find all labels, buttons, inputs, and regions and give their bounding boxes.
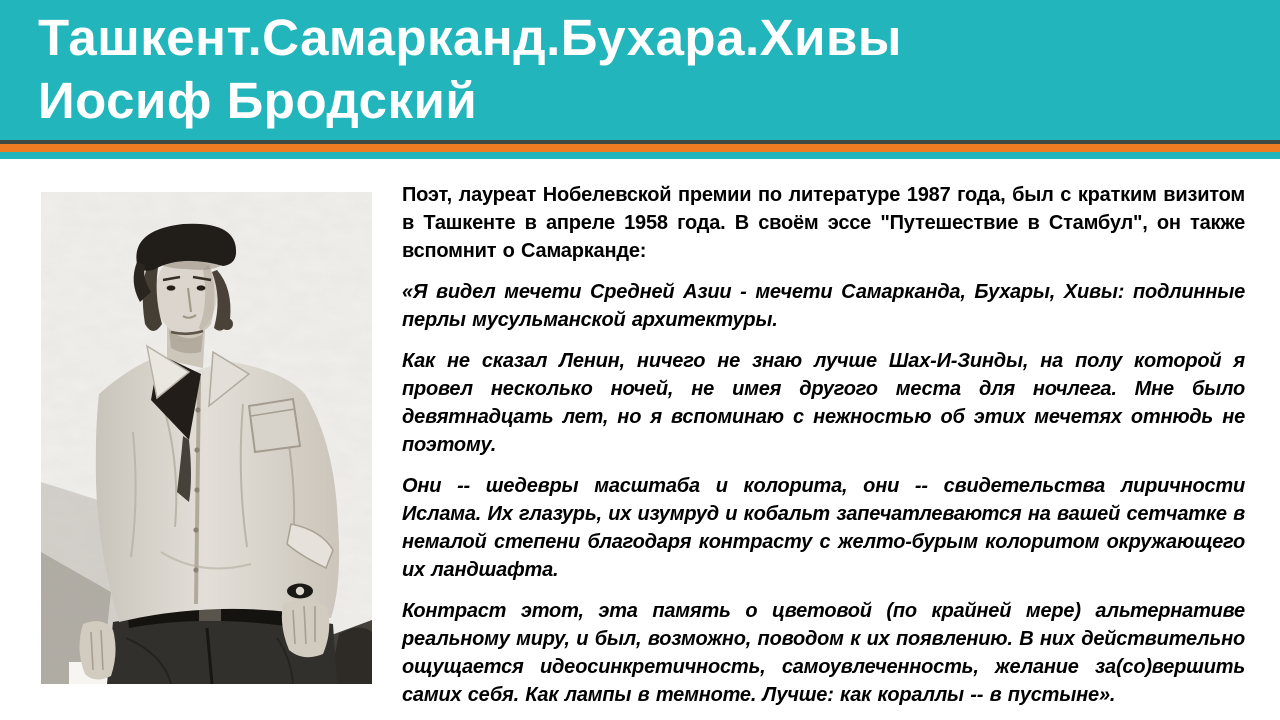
- quote-paragraph-3: Они -- шедевры масштаба и колорита, они -- свидетельства лиричности Ислама. Их глазурь, их изумруд и кобальт запечатлеваются на вашей сетчатке в немалой степени благодаря контрасту с желто-бурым колоритом окружающего их ландшафта.: [402, 475, 1245, 581]
- separator-teal-strip: [0, 152, 1280, 159]
- quote-paragraph-4: Контраст этот, эта память о цветовой (по крайней мере) альтернативе реальному миру, и был, возможно, поводом к их появлению. В них действительно ощущается идеосинкретичность, самоувлеченность, желание за(со)вершить самих себя. Как лампы в темноте. Лучше: как кораллы -- в пустыне».: [402, 600, 1245, 706]
- slide-title-line2: Иосиф Бродский: [38, 72, 478, 129]
- slide-body: [0, 159, 1280, 720]
- slide-title-line1: Ташкент.Самарканд.Бухара.Хивы: [38, 9, 902, 66]
- quote-paragraph-1: «Я видел мечети Средней Азии - мечети Самарканда, Бухары, Хивы: подлинные перлы мусульманской архитектуры.: [402, 281, 1245, 331]
- text-column: [402, 181, 1245, 720]
- intro-paragraph: Поэт, лауреат Нобелевской премии по литературе 1987 года, был с кратким визитом в Ташкенте в апреле 1958 года. В своём эссе "Путешествие в Стамбул", он также вспомнит о Самарканде:: [402, 184, 1245, 262]
- header-band: [0, 0, 1280, 140]
- slide-title: [0, 0, 1280, 132]
- quote-paragraph-2: Как не сказал Ленин, ничего не знаю лучше Шах-И-Зинды, на полу которой я провел несколько ночей, не имея другого места для ночлега. Мне было девятнадцать лет, но я вспоминаю с нежностью об этих мечетях отнюдь не поэтому.: [402, 350, 1245, 456]
- separator-orange-bar: [0, 144, 1280, 152]
- brodsky-photo: [41, 192, 372, 684]
- brodsky-portrait-image: [41, 192, 372, 684]
